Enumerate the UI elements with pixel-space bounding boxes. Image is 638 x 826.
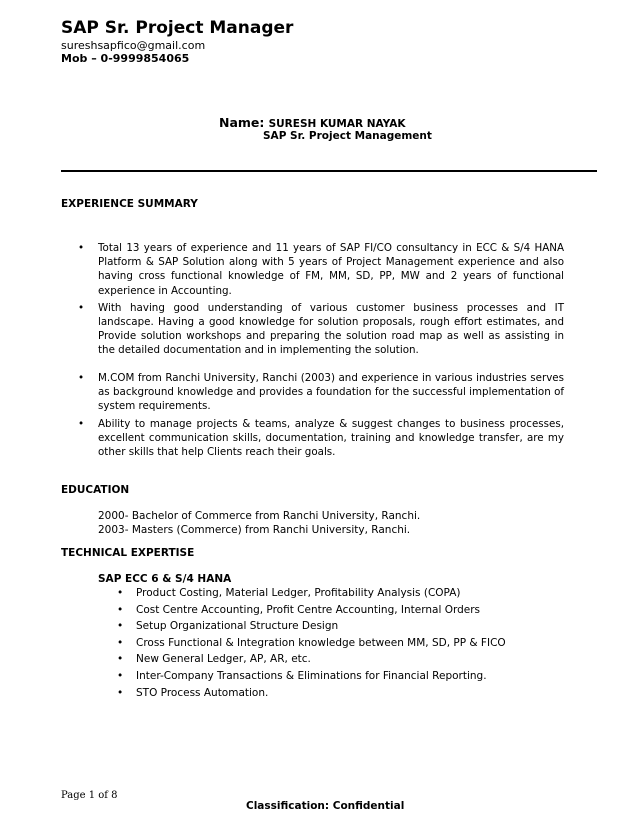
experience-item: • M.COM from Ranchi University, Ranchi (2003) and experience in various industries serves as background knowledge and provides a foundation for the successful implementation of system requirements. bbox=[61, 371, 564, 414]
contact-mobile: Mob – 0-9999854065 bbox=[61, 52, 190, 65]
technical-item: • STO Process Automation. bbox=[98, 685, 506, 702]
classification-label: Classification: Confidential bbox=[246, 800, 405, 812]
candidate-name: SURESH KUMAR NAYAK bbox=[268, 118, 406, 130]
candidate-role: SAP Sr. Project Management bbox=[263, 130, 432, 142]
experience-item: • Total 13 years of experience and 11 years of SAP FI/CO consultancy in ECC & S/4 HANA Platform & SAP Solution along with 5 years of Project Management experience and also having cross functional knowledge of FM, MM, SD, PP, MW and 2 years of functional experience in Accounting. bbox=[61, 241, 564, 298]
contact-email: sureshsapfico@gmail.com bbox=[61, 39, 206, 52]
education-heading: EDUCATION bbox=[61, 484, 130, 496]
technical-item: • Setup Organizational Structure Design bbox=[98, 618, 506, 635]
technical-subheading: SAP ECC 6 & S/4 HANA bbox=[98, 573, 232, 585]
experience-list-2 bbox=[61, 371, 564, 459]
experience-item: • With having good understanding of various customer business processes and IT landscape. Having a good knowledge for solution proposals, rough effort estimates, and Provide solution workshops and preparing the solution road map as well as assisting in the detailed documentation and in implementing the solution. bbox=[61, 301, 564, 358]
experience-heading: EXPERIENCE SUMMARY bbox=[61, 198, 198, 210]
name-label: Name: bbox=[219, 115, 265, 130]
header-divider bbox=[61, 170, 597, 172]
document-title: SAP Sr. Project Manager bbox=[61, 18, 294, 38]
technical-item: • Cross Functional & Integration knowledge between MM, SD, PP & FICO bbox=[98, 635, 506, 652]
education-item: 2000- Bachelor of Commerce from Ranchi University, Ranchi. bbox=[98, 510, 421, 522]
technical-list bbox=[98, 585, 506, 701]
education-item: 2003- Masters (Commerce) from Ranchi University, Ranchi. bbox=[98, 524, 411, 536]
technical-item: • New General Ledger, AP, AR, etc. bbox=[98, 651, 506, 668]
technical-heading: TECHNICAL EXPERTISE bbox=[61, 547, 195, 559]
page-number: Page 1 of 8 bbox=[61, 790, 118, 801]
experience-list-1 bbox=[61, 241, 564, 358]
name-line bbox=[219, 115, 406, 130]
experience-item: • Ability to manage projects & teams, analyze & suggest changes to business processes, excellent communication skills, documentation, training and knowledge transfer, are my other skills that help Clients reach their goals. bbox=[61, 417, 564, 460]
technical-item: • Cost Centre Accounting, Profit Centre Accounting, Internal Orders bbox=[98, 602, 506, 619]
technical-item: • Product Costing, Material Ledger, Profitability Analysis (COPA) bbox=[98, 585, 506, 602]
technical-item: • Inter-Company Transactions & Eliminations for Financial Reporting. bbox=[98, 668, 506, 685]
